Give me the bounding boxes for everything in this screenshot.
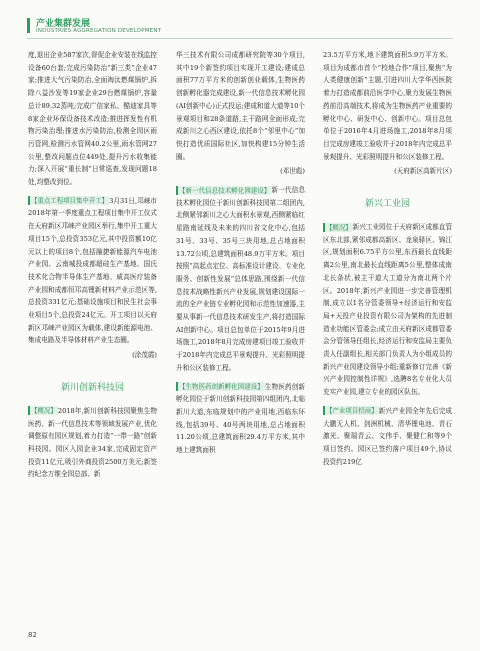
paragraph-key-projects-body: 3月31日,邛崃市2018年第一季度重点工程项目集中开工仪式在天府新区邛崃产业园区举行,集中开工重大项目15个,总投资353亿元,其中投资额10亿元以上的项目8个,包括融捷新能源汽车电池产业园、云南城投成都超硅生产基地、国氏技术化合物半导体生产基地、威高医疗装备产业园和成都恒邛高锂新材料产业示范区等,总投资331亿元;基础设施项目和民生社会事业项目5个,总投资24亿元。开工项目以天府新区邛崃产业园区为载体,建设新能源电池、集成电路及半导体材料产业生态圈。 <box>28 196 158 345</box>
section-tag-overview: 【概况】 <box>28 406 58 415</box>
section-tag-investment: 【产业项目招商】 <box>323 406 379 415</box>
column-left <box>28 49 157 481</box>
paragraph-xinchuan-overview <box>28 405 157 481</box>
paragraph-bio-incubator-body: 生物医药创新孵化园位于新川创新科技园第四组团内,北临新川大道,东临规划中的产业用地,西临东环线,包括39号、40号两块用地,总占地面积11.20公顷,总建筑面积29.4万平方米,其中地上建筑面积 <box>176 382 306 455</box>
paragraph-key-projects <box>28 195 157 347</box>
paragraph-investment <box>323 405 452 469</box>
paragraph-it-incubator-body: 新一代信息技术孵化园位于新川创新科技园第二组团内,北侧紧邻新川之心大面积水景观,西侧紧临红星路南延线及未来的四川省文化中心,包括31号、33号、35号三块用地,总占地面积13.72公顷,总建筑面积48.9万平方米。项目按照“高起点定位、高标准设计建设、专业化服务、创新性发展”总体思路,围绕新一代信息技术战略性新兴产业发展,规划建设国际一流的全产业链专业孵化园和示范性加速器,主要从事新一代信息技术研发生产,将打造国际AI创新中心。项目总包单位于2015年9月进场施工,2018年8月完成房建项目竣工验收并于2018年内完成总平景观提升、光彩照明提升和公区装修工程。 <box>176 186 306 372</box>
paragraph-investment-body: 新兴产业园全年先后完成大鹏无人机、剑洲机械、清华锂电池、青石激光、聚瑞青云、文伟手、聚健仁和等9个项目签约。园区已签约落户项目49个,协议投资约219亿 <box>323 406 453 466</box>
paragraph-continued: 华三技术有限公司成都研究院等30个项目,其中19个新签约项目实现开工建设;建成总面积77万平方米的创新创业载体,生物医药创新孵化器完成建设,新一代信息技术孵化园(AI创新中心)正式投运;建成和道大道等10个景观项目和28条道路,主干路网全面形成;完成新川之心西区建设,依托8个“邻里中心”加快打造优质国际社区,加快构建15分钟生活圈。 <box>176 51 305 161</box>
header-accent-bar <box>27 18 30 33</box>
header-title: 产业集群发展 <box>36 19 91 29</box>
section-title-xinxing: 新兴工业园 <box>364 199 410 210</box>
paragraph-continued: 度,退出企业587家次,督促企业安装在线监控设备60台套;完成污染防治“新三类”企业47家;推进大气污染防治,全面淘汰燃煤锅炉,拆除八益沙发等19家企业29台燃煤锅炉,容量总计89.32蒸吨;完成广信家私、酷迪家具等8家企业环保设备技术改造;推进挥发性有机物污染治理;推进水污染防治,检测全园区雨污管网,检测污水管网40.2公里,雨水管网27公里,整改问题点位449处,提升污水收集能力;深入开展“重长制”日常巡查,发现问题18处,均整改到位。 <box>28 51 157 187</box>
section-tag-bio-incubator: 【生物医药创新孵化园建设】 <box>176 382 265 391</box>
paragraph-xinxing-overview <box>323 221 452 399</box>
paragraph-bio-incubator <box>176 381 305 457</box>
author-credit: (邓世彪) <box>280 167 305 176</box>
column-middle <box>176 49 305 457</box>
section-tag-key-projects: 【重点工程项目集中开工】 <box>28 196 109 205</box>
column-right <box>323 49 452 468</box>
section-tag-overview: 【概况】 <box>323 223 353 232</box>
author-credit: (天府新区高新片区) <box>394 167 452 176</box>
header-divider <box>27 38 453 39</box>
header-subtitle: INDUSTRIES AGGREGATION DEVELOPMENT <box>36 28 162 34</box>
paragraph-xinchuan-overview-body: 2018年,新川创新科技园聚焦生物医药、新一代信息技术等领域发展产业,优化调整原有园区规划,着力打造“一带一路”创新科技园。园区入园企业34家,完成固定资产投资11亿元,吸引外商投资2500万美元;新签约纪念万维全园总部、新 <box>28 406 157 479</box>
paragraph-continued: 23.5万平方米,地下建筑面积5.9万平方米。项目为成都市首个“校地合作”项目,聚焦“为人类健康创新”主题,引进四川大学华西医院着力打造成都前沿医学中心,聚力发展生物医药前沿高端技术,将成为生物医药产业重要的孵化中心、研发中心、创新中心。项目总包单位于2016年4月进场施工,2018年8月项目完成房建竣工验收并于2018年内完成总平景观提升、光彩照明提升和公区装修工程。 <box>323 51 452 161</box>
section-title-xinchuan: 新川创新科技园 <box>60 382 124 393</box>
paragraph-it-incubator <box>176 184 305 375</box>
page-header <box>0 0 480 44</box>
page-number: 82 <box>28 631 37 639</box>
section-tag-it-incubator: 【新一代信息技术孵化园建设】 <box>176 186 271 195</box>
paragraph-xinxing-overview-body: 新兴工业园位于天府新区成都直管区东北部,紧邻成都高新区、龙泉驿区、锦江区,规划面积6.75平方公里,东西最长直线距离2公里,南北最长直线距离5公里,整体成南北长条状,被主干道大工道分为南北两个片区。2018年,新兴产业园进一步完善管理机制,成立以1名分管委领导+经济运行和安监局+天投产业投资有限公司为架构的先进制造业功能区管委会;成立由天府新区成都管委会分管领导任组长,经济运行和安监局主要负责人任副组长,相关部门负责人为小组成员的新兴产业园建设领导小组;重新修订完善《新兴产业园控制性详规》,选聘8名专业化人员充实产业园,建立专业的园区队伍。 <box>323 223 453 397</box>
author-credit: (涂茂霞) <box>132 351 157 360</box>
